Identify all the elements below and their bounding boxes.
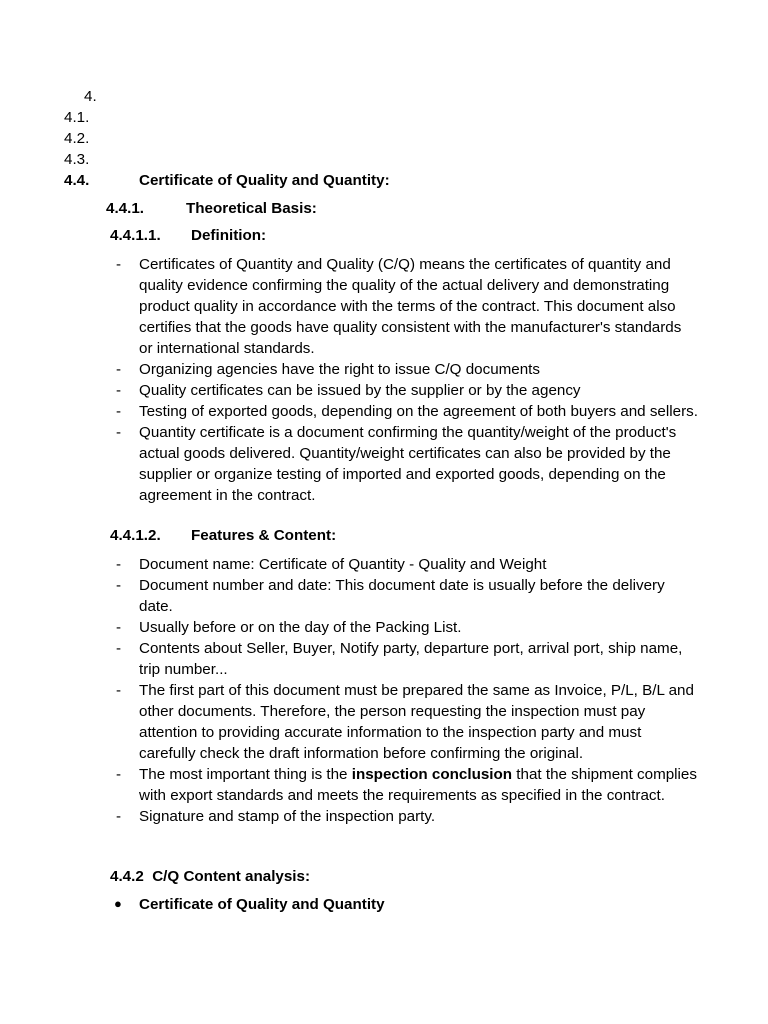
outline-number-4-2: 4.2. bbox=[64, 130, 90, 147]
outline-number-4: 4. bbox=[84, 88, 97, 105]
dash-marker: - bbox=[116, 766, 122, 783]
dash-marker: - bbox=[116, 619, 122, 636]
list-item-text: Quality certificates can be issued by the supplier or by the agency bbox=[139, 382, 581, 399]
section-4-4-1-1-title: Definition: bbox=[191, 227, 267, 244]
section-4-4-1-2-title: Features & Content: bbox=[191, 527, 337, 544]
dash-marker: - bbox=[116, 640, 122, 657]
dash-marker: - bbox=[116, 403, 122, 420]
list-item bbox=[0, 680, 768, 764]
list-item bbox=[0, 254, 768, 359]
section-4-4-number: 4.4. bbox=[64, 172, 90, 189]
inspection-conclusion-highlight: inspection conclusion bbox=[351, 766, 513, 783]
outline-number-4-3: 4.3. bbox=[64, 151, 90, 168]
dash-marker: - bbox=[116, 577, 122, 594]
list-item-text: Usually before or on the day of the Packing List. bbox=[139, 619, 462, 636]
section-4-4-1-2-number: 4.4.1.2. bbox=[110, 527, 161, 544]
list-item bbox=[0, 422, 768, 506]
features-list bbox=[0, 554, 768, 827]
section-4-4-title: Certificate of Quality and Quantity: bbox=[139, 172, 390, 189]
list-item bbox=[0, 764, 768, 806]
dash-marker: - bbox=[116, 556, 122, 573]
list-item-text: Testing of exported goods, depending on the agreement of both buyers and sellers. bbox=[139, 403, 698, 420]
list-item-text: Signature and stamp of the inspection party. bbox=[139, 808, 436, 825]
section-4-4-2-title: 4.4.2 C/Q Content analysis: bbox=[110, 868, 311, 885]
list-item-text: Document name: Certificate of Quantity - Quality and Weight bbox=[139, 556, 547, 573]
dash-marker: - bbox=[116, 382, 122, 399]
text-segment: The most important thing is the bbox=[139, 766, 352, 783]
list-item-text: The first part of this document must be prepared the same as Invoice, P/L, B/L and other documents. Therefore, the person requesting the inspection must pay attention to providing accurate information to the inspection party and must carefully check the draft information before confirming the original. bbox=[139, 682, 694, 762]
list-item bbox=[0, 401, 768, 422]
section-4-4-1-title: Theoretical Basis: bbox=[186, 200, 317, 217]
section-4-4-1-1-number: 4.4.1.1. bbox=[110, 227, 161, 244]
list-item-text bbox=[139, 764, 699, 806]
text-segment: that the shipment complies with export standards and meets the requirements as specified in the contract. bbox=[139, 766, 697, 804]
list-item-text: Organizing agencies have the right to issue C/Q documents bbox=[139, 361, 541, 378]
list-item bbox=[0, 359, 768, 380]
list-item-text: Certificates of Quantity and Quality (C/Q) means the certificates of quantity and quality evidence confirming the quality of the actual delivery and demonstrating product quality in accordance with the terms of the contract. This document also certifies that the goods have quality consistent with the manufacturer's standards or international standards. bbox=[139, 256, 682, 357]
dash-marker: - bbox=[116, 682, 122, 699]
dash-marker: - bbox=[116, 256, 122, 273]
list-item bbox=[0, 638, 768, 680]
list-item-text: Quantity certificate is a document confirming the quantity/weight of the product's actual goods delivered. Quantity/weight certificates can also be provided by the supplier or organize testing of imported and exported goods, depending on the agreement in the contract. bbox=[139, 424, 677, 504]
dash-marker: - bbox=[116, 424, 122, 441]
dash-marker: - bbox=[116, 808, 122, 825]
list-item bbox=[0, 380, 768, 401]
dash-marker: - bbox=[116, 361, 122, 378]
outline-number-4-1: 4.1. bbox=[64, 109, 90, 126]
bullet-item-text: Certificate of Quality and Quantity bbox=[139, 896, 385, 913]
list-item bbox=[0, 575, 768, 617]
list-item bbox=[0, 554, 768, 575]
list-item-text: Document number and date: This document date is usually before the delivery date. bbox=[139, 577, 665, 615]
section-4-4-1-number: 4.4.1. bbox=[106, 200, 144, 217]
list-item bbox=[0, 806, 768, 827]
definition-list bbox=[0, 254, 768, 506]
bullet-dot-icon: ● bbox=[114, 896, 122, 911]
list-item bbox=[0, 617, 768, 638]
list-item-text: Contents about Seller, Buyer, Notify party, departure port, arrival port, ship name, trip number... bbox=[139, 640, 683, 678]
